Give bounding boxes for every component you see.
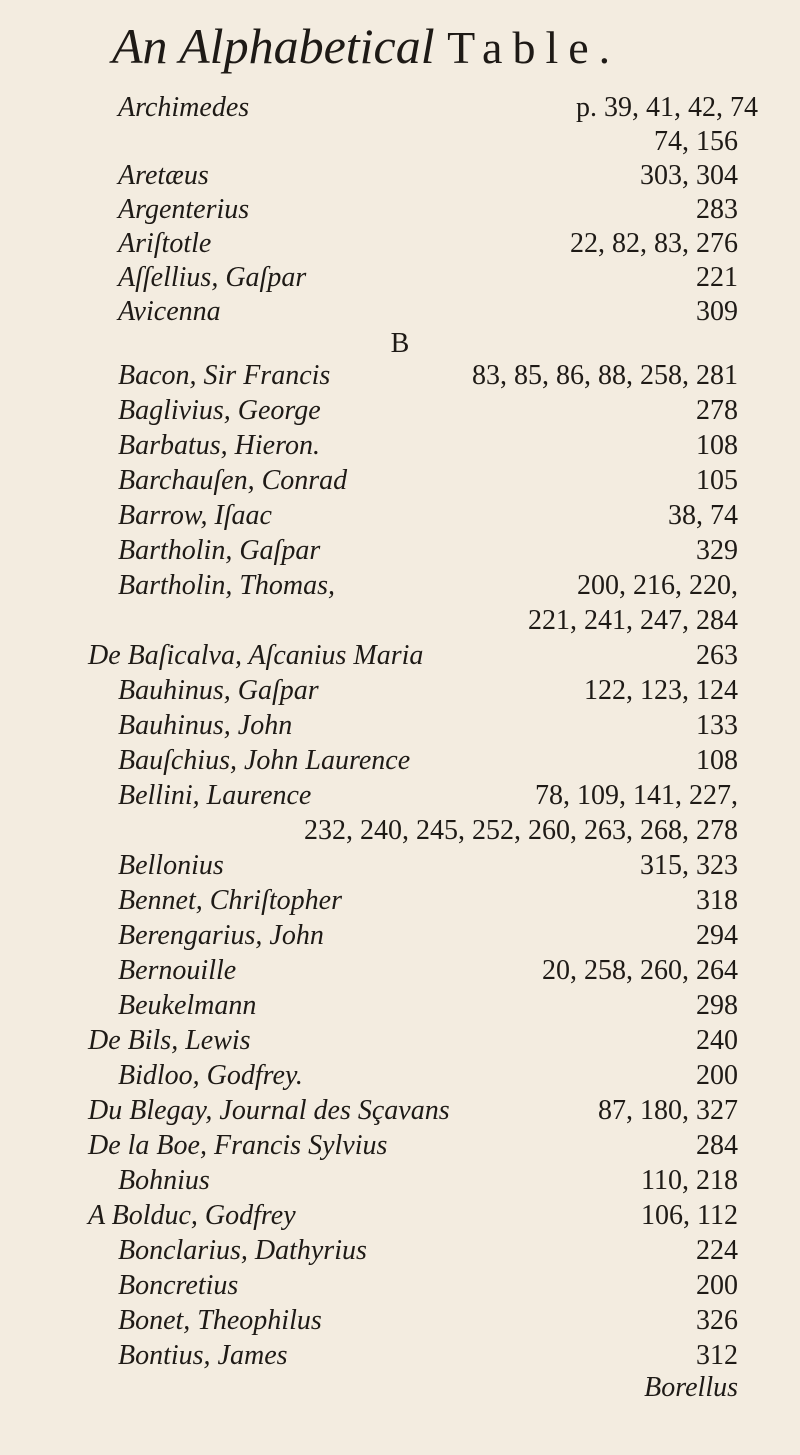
index-entry bbox=[0, 883, 800, 919]
entry-name: Bauhinus, Gaſpar bbox=[118, 675, 319, 706]
entry-pages: 200, 216, 220, bbox=[577, 570, 738, 601]
entry-name: Beukelmann bbox=[118, 990, 257, 1021]
entry-pages: 122, 123, 124 bbox=[584, 675, 738, 706]
index-entry bbox=[0, 294, 800, 330]
entry-pages: 74, 156 bbox=[654, 126, 738, 157]
index-entry bbox=[0, 673, 800, 709]
index-entry bbox=[0, 90, 800, 126]
catchword: Borellus bbox=[644, 1372, 738, 1403]
entry-pages: 283 bbox=[696, 194, 738, 225]
index-entry bbox=[0, 953, 800, 989]
index-entry bbox=[0, 1163, 800, 1199]
page-title bbox=[112, 16, 780, 78]
index-entry bbox=[0, 533, 800, 569]
entry-pages: 20, 258, 260, 264 bbox=[542, 955, 738, 986]
entry-pages: 326 bbox=[696, 1305, 738, 1336]
index-entry bbox=[0, 1303, 800, 1339]
index-entry bbox=[0, 743, 800, 779]
entry-pages: 78, 109, 141, 227, bbox=[535, 780, 738, 811]
index-entry bbox=[0, 498, 800, 534]
entry-pages: 22, 82, 83, 276 bbox=[570, 228, 738, 259]
index-entry bbox=[0, 1023, 800, 1059]
index-entry bbox=[0, 1268, 800, 1304]
index-entry bbox=[0, 1198, 800, 1234]
index-entry bbox=[0, 813, 800, 849]
entry-pages: 284 bbox=[696, 1130, 738, 1161]
index-entry bbox=[0, 260, 800, 296]
entry-pages: 278 bbox=[696, 395, 738, 426]
entry-pages: 38, 74 bbox=[668, 500, 738, 531]
entry-name: Bauhinus, John bbox=[118, 710, 293, 741]
entry-name: Berengarius, John bbox=[118, 920, 324, 951]
entry-name: Bonclarius, Dathyrius bbox=[118, 1235, 367, 1266]
entry-pages: 110, 218 bbox=[641, 1165, 738, 1196]
entry-name: Archimedes bbox=[118, 92, 250, 123]
entry-pages: 133 bbox=[696, 710, 738, 741]
entry-name: A Bolduc, Godfrey bbox=[88, 1200, 296, 1231]
entry-pages: 232, 240, 245, 252, 260, 263, 268, 278 bbox=[304, 815, 738, 846]
index-entry bbox=[0, 393, 800, 429]
index-entry bbox=[0, 778, 800, 814]
entry-pages: 312 bbox=[696, 1340, 738, 1371]
entry-name: Bennet, Chriſtopher bbox=[118, 885, 342, 916]
entry-pages: 106, 112 bbox=[641, 1200, 738, 1231]
index-entry bbox=[0, 848, 800, 884]
entry-name: De la Boe, Francis Sylvius bbox=[88, 1130, 388, 1161]
index-entry bbox=[0, 568, 800, 604]
entry-pages: 263 bbox=[696, 640, 738, 671]
section-letter: B bbox=[390, 328, 410, 359]
entry-name: Barbatus, Hieron. bbox=[118, 430, 320, 461]
entry-pages: 200 bbox=[696, 1270, 738, 1301]
entry-pages: 318 bbox=[696, 885, 738, 916]
entry-pages: 309 bbox=[696, 296, 738, 327]
index-entry bbox=[0, 708, 800, 744]
title-caps: Table. bbox=[447, 22, 621, 73]
entry-pages: 87, 180, 327 bbox=[598, 1095, 738, 1126]
index-entry bbox=[0, 638, 800, 674]
index-entry bbox=[0, 158, 800, 194]
entry-name: Bonet, Theophilus bbox=[118, 1305, 322, 1336]
entry-name: Ariſtotle bbox=[118, 228, 212, 259]
title-italic: An Alphabetical bbox=[112, 18, 435, 74]
entry-pages: 303, 304 bbox=[640, 160, 738, 191]
entry-pages: 329 bbox=[696, 535, 738, 566]
entry-name: Du Blegay, Journal des Sçavans bbox=[88, 1095, 450, 1126]
entry-name: Aretæus bbox=[118, 160, 209, 191]
entry-pages: 224 bbox=[696, 1235, 738, 1266]
entry-name: Barchauſen, Conrad bbox=[118, 465, 348, 496]
entry-name: Aſſellius, Gaſpar bbox=[118, 262, 307, 293]
entry-name: Bellonius bbox=[118, 850, 224, 881]
index-entry bbox=[0, 1338, 800, 1374]
entry-name: Bartholin, Thomas, bbox=[118, 570, 336, 601]
index-entry bbox=[0, 428, 800, 464]
entry-name: Bontius, James bbox=[118, 1340, 288, 1371]
entry-name: Bernouille bbox=[118, 955, 237, 986]
entry-name: Argenterius bbox=[118, 194, 250, 225]
entry-pages: 105 bbox=[696, 465, 738, 496]
index-entry bbox=[0, 124, 800, 160]
entry-pages: 298 bbox=[696, 990, 738, 1021]
entry-name: De Baſicalva, Aſcanius Maria bbox=[88, 640, 424, 671]
entry-pages: 200 bbox=[696, 1060, 738, 1091]
index-entry bbox=[0, 988, 800, 1024]
entry-pages: 108 bbox=[696, 745, 738, 776]
entry-pages: p. 39, 41, 42, 74 bbox=[576, 92, 758, 123]
entry-name: Baglivius, George bbox=[118, 395, 321, 426]
entry-pages: 221 bbox=[696, 262, 738, 293]
entry-name: Avicenna bbox=[118, 296, 221, 327]
entry-pages: 240 bbox=[696, 1025, 738, 1056]
index-entry bbox=[0, 1093, 800, 1129]
index-entry bbox=[0, 1058, 800, 1094]
index-entry bbox=[0, 918, 800, 954]
entry-name: Boncretius bbox=[118, 1270, 239, 1301]
entry-name: Bidloo, Godfrey. bbox=[118, 1060, 303, 1091]
entry-pages: 294 bbox=[696, 920, 738, 951]
entry-pages: 108 bbox=[696, 430, 738, 461]
index-entry bbox=[0, 226, 800, 262]
entry-pages: 315, 323 bbox=[640, 850, 738, 881]
index-entry bbox=[0, 192, 800, 228]
entry-name: De Bils, Lewis bbox=[88, 1025, 251, 1056]
entry-name: Bacon, Sir Francis bbox=[118, 360, 331, 391]
index-entry bbox=[0, 1128, 800, 1164]
entry-name: Bauſchius, John Laurence bbox=[118, 745, 411, 776]
index-entry bbox=[0, 1233, 800, 1269]
entry-pages: 83, 85, 86, 88, 258, 281 bbox=[472, 360, 738, 391]
entry-name: Bohnius bbox=[118, 1165, 210, 1196]
index-entry bbox=[0, 463, 800, 499]
index-entry bbox=[0, 358, 800, 394]
index-entry bbox=[0, 603, 800, 639]
entry-name: Bellini, Laurence bbox=[118, 780, 312, 811]
entry-name: Bartholin, Gaſpar bbox=[118, 535, 321, 566]
entry-pages: 221, 241, 247, 284 bbox=[528, 605, 738, 636]
entry-name: Barrow, Iſaac bbox=[118, 500, 272, 531]
